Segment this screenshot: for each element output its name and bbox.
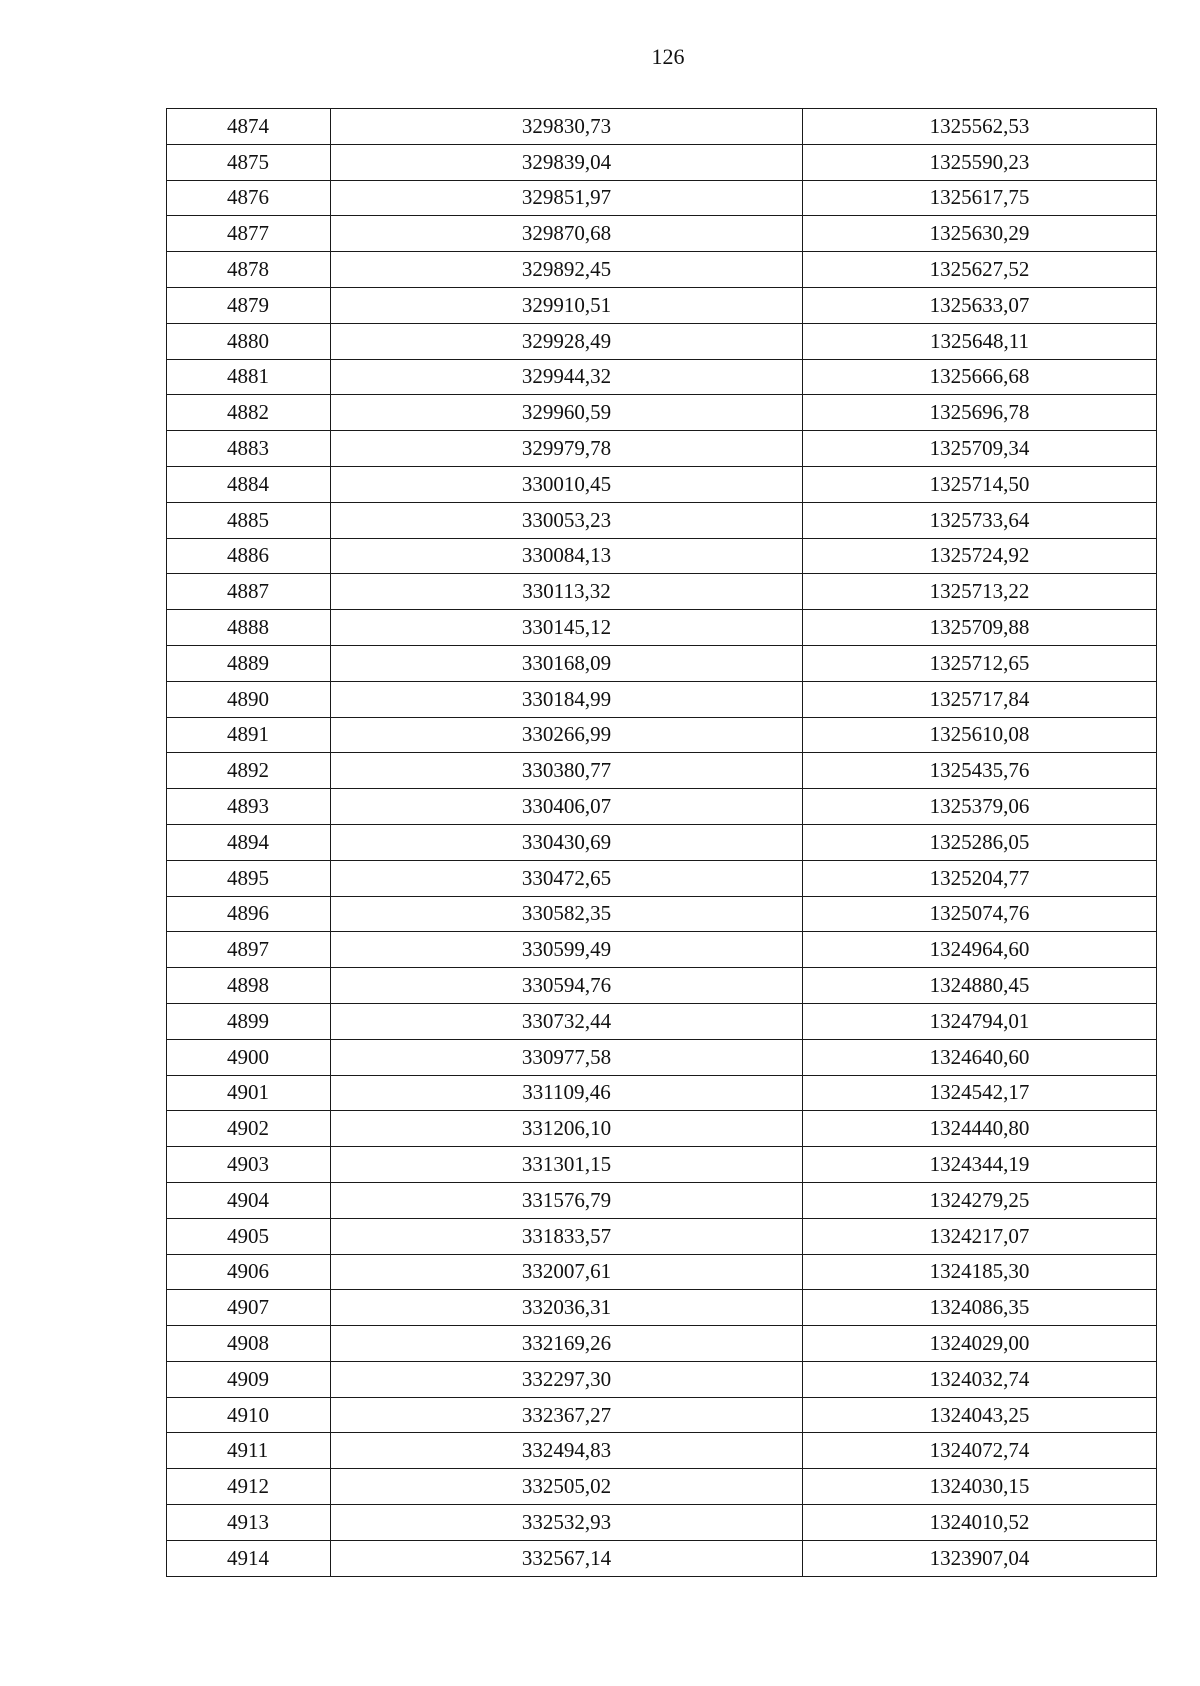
x-coordinate-cell: 330145,12 [331,610,803,646]
point-number-cell: 4908 [167,1326,331,1362]
y-coordinate-cell: 1325712,65 [803,645,1157,681]
y-coordinate-cell: 1324279,25 [803,1182,1157,1218]
x-coordinate-cell: 331206,10 [331,1111,803,1147]
x-coordinate-cell: 329830,73 [331,109,803,145]
y-coordinate-cell: 1325379,06 [803,789,1157,825]
y-coordinate-cell: 1325590,23 [803,144,1157,180]
y-coordinate-cell: 1325630,29 [803,216,1157,252]
x-coordinate-cell: 332505,02 [331,1469,803,1505]
point-number-cell: 4910 [167,1397,331,1433]
point-number-cell: 4893 [167,789,331,825]
y-coordinate-cell: 1325610,08 [803,717,1157,753]
table-row [167,968,1157,1004]
point-number-cell: 4874 [167,109,331,145]
point-number-cell: 4880 [167,323,331,359]
x-coordinate-cell: 329910,51 [331,287,803,323]
point-number-cell: 4894 [167,824,331,860]
table-row [167,681,1157,717]
table-row [167,1182,1157,1218]
table-row [167,538,1157,574]
point-number-cell: 4879 [167,287,331,323]
point-number-cell: 4906 [167,1254,331,1290]
x-coordinate-cell: 330168,09 [331,645,803,681]
table-row [167,1326,1157,1362]
y-coordinate-cell: 1324344,19 [803,1147,1157,1183]
y-coordinate-cell: 1324440,80 [803,1111,1157,1147]
x-coordinate-cell: 330184,99 [331,681,803,717]
table-row [167,1075,1157,1111]
x-coordinate-cell: 331301,15 [331,1147,803,1183]
point-number-cell: 4909 [167,1361,331,1397]
y-coordinate-cell: 1325717,84 [803,681,1157,717]
table-row [167,1505,1157,1541]
point-number-cell: 4892 [167,753,331,789]
y-coordinate-cell: 1325709,88 [803,610,1157,646]
y-coordinate-cell: 1324794,01 [803,1003,1157,1039]
x-coordinate-cell: 332007,61 [331,1254,803,1290]
point-number-cell: 4903 [167,1147,331,1183]
x-coordinate-cell: 329944,32 [331,359,803,395]
x-coordinate-cell: 330594,76 [331,968,803,1004]
x-coordinate-cell: 329892,45 [331,252,803,288]
table-row [167,1111,1157,1147]
point-number-cell: 4884 [167,466,331,502]
table-row [167,896,1157,932]
point-number-cell: 4882 [167,395,331,431]
point-number-cell: 4875 [167,144,331,180]
x-coordinate-cell: 330266,99 [331,717,803,753]
x-coordinate-cell: 330053,23 [331,502,803,538]
y-coordinate-cell: 1324185,30 [803,1254,1157,1290]
y-coordinate-cell: 1323907,04 [803,1540,1157,1576]
point-number-cell: 4890 [167,681,331,717]
point-number-cell: 4904 [167,1182,331,1218]
x-coordinate-cell: 332494,83 [331,1433,803,1469]
point-number-cell: 4895 [167,860,331,896]
x-coordinate-cell: 330084,13 [331,538,803,574]
point-number-cell: 4896 [167,896,331,932]
y-coordinate-cell: 1324086,35 [803,1290,1157,1326]
table-row [167,502,1157,538]
y-coordinate-cell: 1325617,75 [803,180,1157,216]
point-number-cell: 4899 [167,1003,331,1039]
table-row [167,323,1157,359]
point-number-cell: 4885 [167,502,331,538]
y-coordinate-cell: 1325709,34 [803,431,1157,467]
x-coordinate-cell: 329928,49 [331,323,803,359]
table-row [167,753,1157,789]
x-coordinate-cell: 332367,27 [331,1397,803,1433]
y-coordinate-cell: 1325713,22 [803,574,1157,610]
y-coordinate-cell: 1325633,07 [803,287,1157,323]
y-coordinate-cell: 1324030,15 [803,1469,1157,1505]
y-coordinate-cell: 1325286,05 [803,824,1157,860]
point-number-cell: 4911 [167,1433,331,1469]
table-row [167,789,1157,825]
table-row [167,574,1157,610]
y-coordinate-cell: 1325648,11 [803,323,1157,359]
point-number-cell: 4891 [167,717,331,753]
table-row [167,252,1157,288]
y-coordinate-cell: 1324640,60 [803,1039,1157,1075]
point-number-cell: 4881 [167,359,331,395]
x-coordinate-cell: 330010,45 [331,466,803,502]
point-number-cell: 4887 [167,574,331,610]
x-coordinate-cell: 329960,59 [331,395,803,431]
y-coordinate-cell: 1325562,53 [803,109,1157,145]
x-coordinate-cell: 331109,46 [331,1075,803,1111]
y-coordinate-cell: 1324043,25 [803,1397,1157,1433]
table-body [167,109,1157,1577]
point-number-cell: 4914 [167,1540,331,1576]
x-coordinate-cell: 329851,97 [331,180,803,216]
y-coordinate-cell: 1324217,07 [803,1218,1157,1254]
y-coordinate-cell: 1324010,52 [803,1505,1157,1541]
table-row [167,144,1157,180]
table-row [167,824,1157,860]
table-row [167,1218,1157,1254]
y-coordinate-cell: 1325074,76 [803,896,1157,932]
y-coordinate-cell: 1325724,92 [803,538,1157,574]
point-number-cell: 4878 [167,252,331,288]
table-row [167,932,1157,968]
point-number-cell: 4897 [167,932,331,968]
x-coordinate-cell: 330977,58 [331,1039,803,1075]
x-coordinate-cell: 331576,79 [331,1182,803,1218]
x-coordinate-cell: 330732,44 [331,1003,803,1039]
table-row [167,1039,1157,1075]
page-number: 126 [651,44,685,69]
point-number-cell: 4901 [167,1075,331,1111]
point-number-cell: 4913 [167,1505,331,1541]
y-coordinate-cell: 1325696,78 [803,395,1157,431]
point-number-cell: 4883 [167,431,331,467]
y-coordinate-cell: 1324072,74 [803,1433,1157,1469]
x-coordinate-cell: 330472,65 [331,860,803,896]
point-number-cell: 4876 [167,180,331,216]
point-number-cell: 4877 [167,216,331,252]
x-coordinate-cell: 331833,57 [331,1218,803,1254]
x-coordinate-cell: 330113,32 [331,574,803,610]
y-coordinate-cell: 1324542,17 [803,1075,1157,1111]
y-coordinate-cell: 1325435,76 [803,753,1157,789]
table-row [167,431,1157,467]
y-coordinate-cell: 1325714,50 [803,466,1157,502]
table-row [167,180,1157,216]
y-coordinate-cell: 1325733,64 [803,502,1157,538]
x-coordinate-cell: 329839,04 [331,144,803,180]
table-row [167,395,1157,431]
table-row [167,216,1157,252]
y-coordinate-cell: 1325627,52 [803,252,1157,288]
x-coordinate-cell: 332036,31 [331,1290,803,1326]
y-coordinate-cell: 1324880,45 [803,968,1157,1004]
x-coordinate-cell: 330599,49 [331,932,803,968]
x-coordinate-cell: 329870,68 [331,216,803,252]
x-coordinate-cell: 332532,93 [331,1505,803,1541]
table-row [167,1433,1157,1469]
y-coordinate-cell: 1324032,74 [803,1361,1157,1397]
x-coordinate-cell: 329979,78 [331,431,803,467]
table-row [167,645,1157,681]
point-number-cell: 4912 [167,1469,331,1505]
table-row [167,1397,1157,1433]
table-row [167,287,1157,323]
table-row [167,1469,1157,1505]
table-row [167,1254,1157,1290]
y-coordinate-cell: 1324964,60 [803,932,1157,968]
table-row [167,109,1157,145]
point-number-cell: 4889 [167,645,331,681]
x-coordinate-cell: 332567,14 [331,1540,803,1576]
x-coordinate-cell: 330430,69 [331,824,803,860]
x-coordinate-cell: 330406,07 [331,789,803,825]
table-row [167,1147,1157,1183]
x-coordinate-cell: 332297,30 [331,1361,803,1397]
x-coordinate-cell: 332169,26 [331,1326,803,1362]
table-row [167,466,1157,502]
coordinates-table [166,108,1157,1577]
table-row [167,860,1157,896]
table-row [167,1361,1157,1397]
table-row [167,1003,1157,1039]
x-coordinate-cell: 330380,77 [331,753,803,789]
point-number-cell: 4902 [167,1111,331,1147]
table-row [167,1540,1157,1576]
table-row [167,717,1157,753]
y-coordinate-cell: 1325666,68 [803,359,1157,395]
point-number-cell: 4886 [167,538,331,574]
table-row [167,359,1157,395]
y-coordinate-cell: 1325204,77 [803,860,1157,896]
point-number-cell: 4898 [167,968,331,1004]
y-coordinate-cell: 1324029,00 [803,1326,1157,1362]
point-number-cell: 4905 [167,1218,331,1254]
point-number-cell: 4907 [167,1290,331,1326]
point-number-cell: 4888 [167,610,331,646]
point-number-cell: 4900 [167,1039,331,1075]
table-row [167,1290,1157,1326]
table-row [167,610,1157,646]
x-coordinate-cell: 330582,35 [331,896,803,932]
